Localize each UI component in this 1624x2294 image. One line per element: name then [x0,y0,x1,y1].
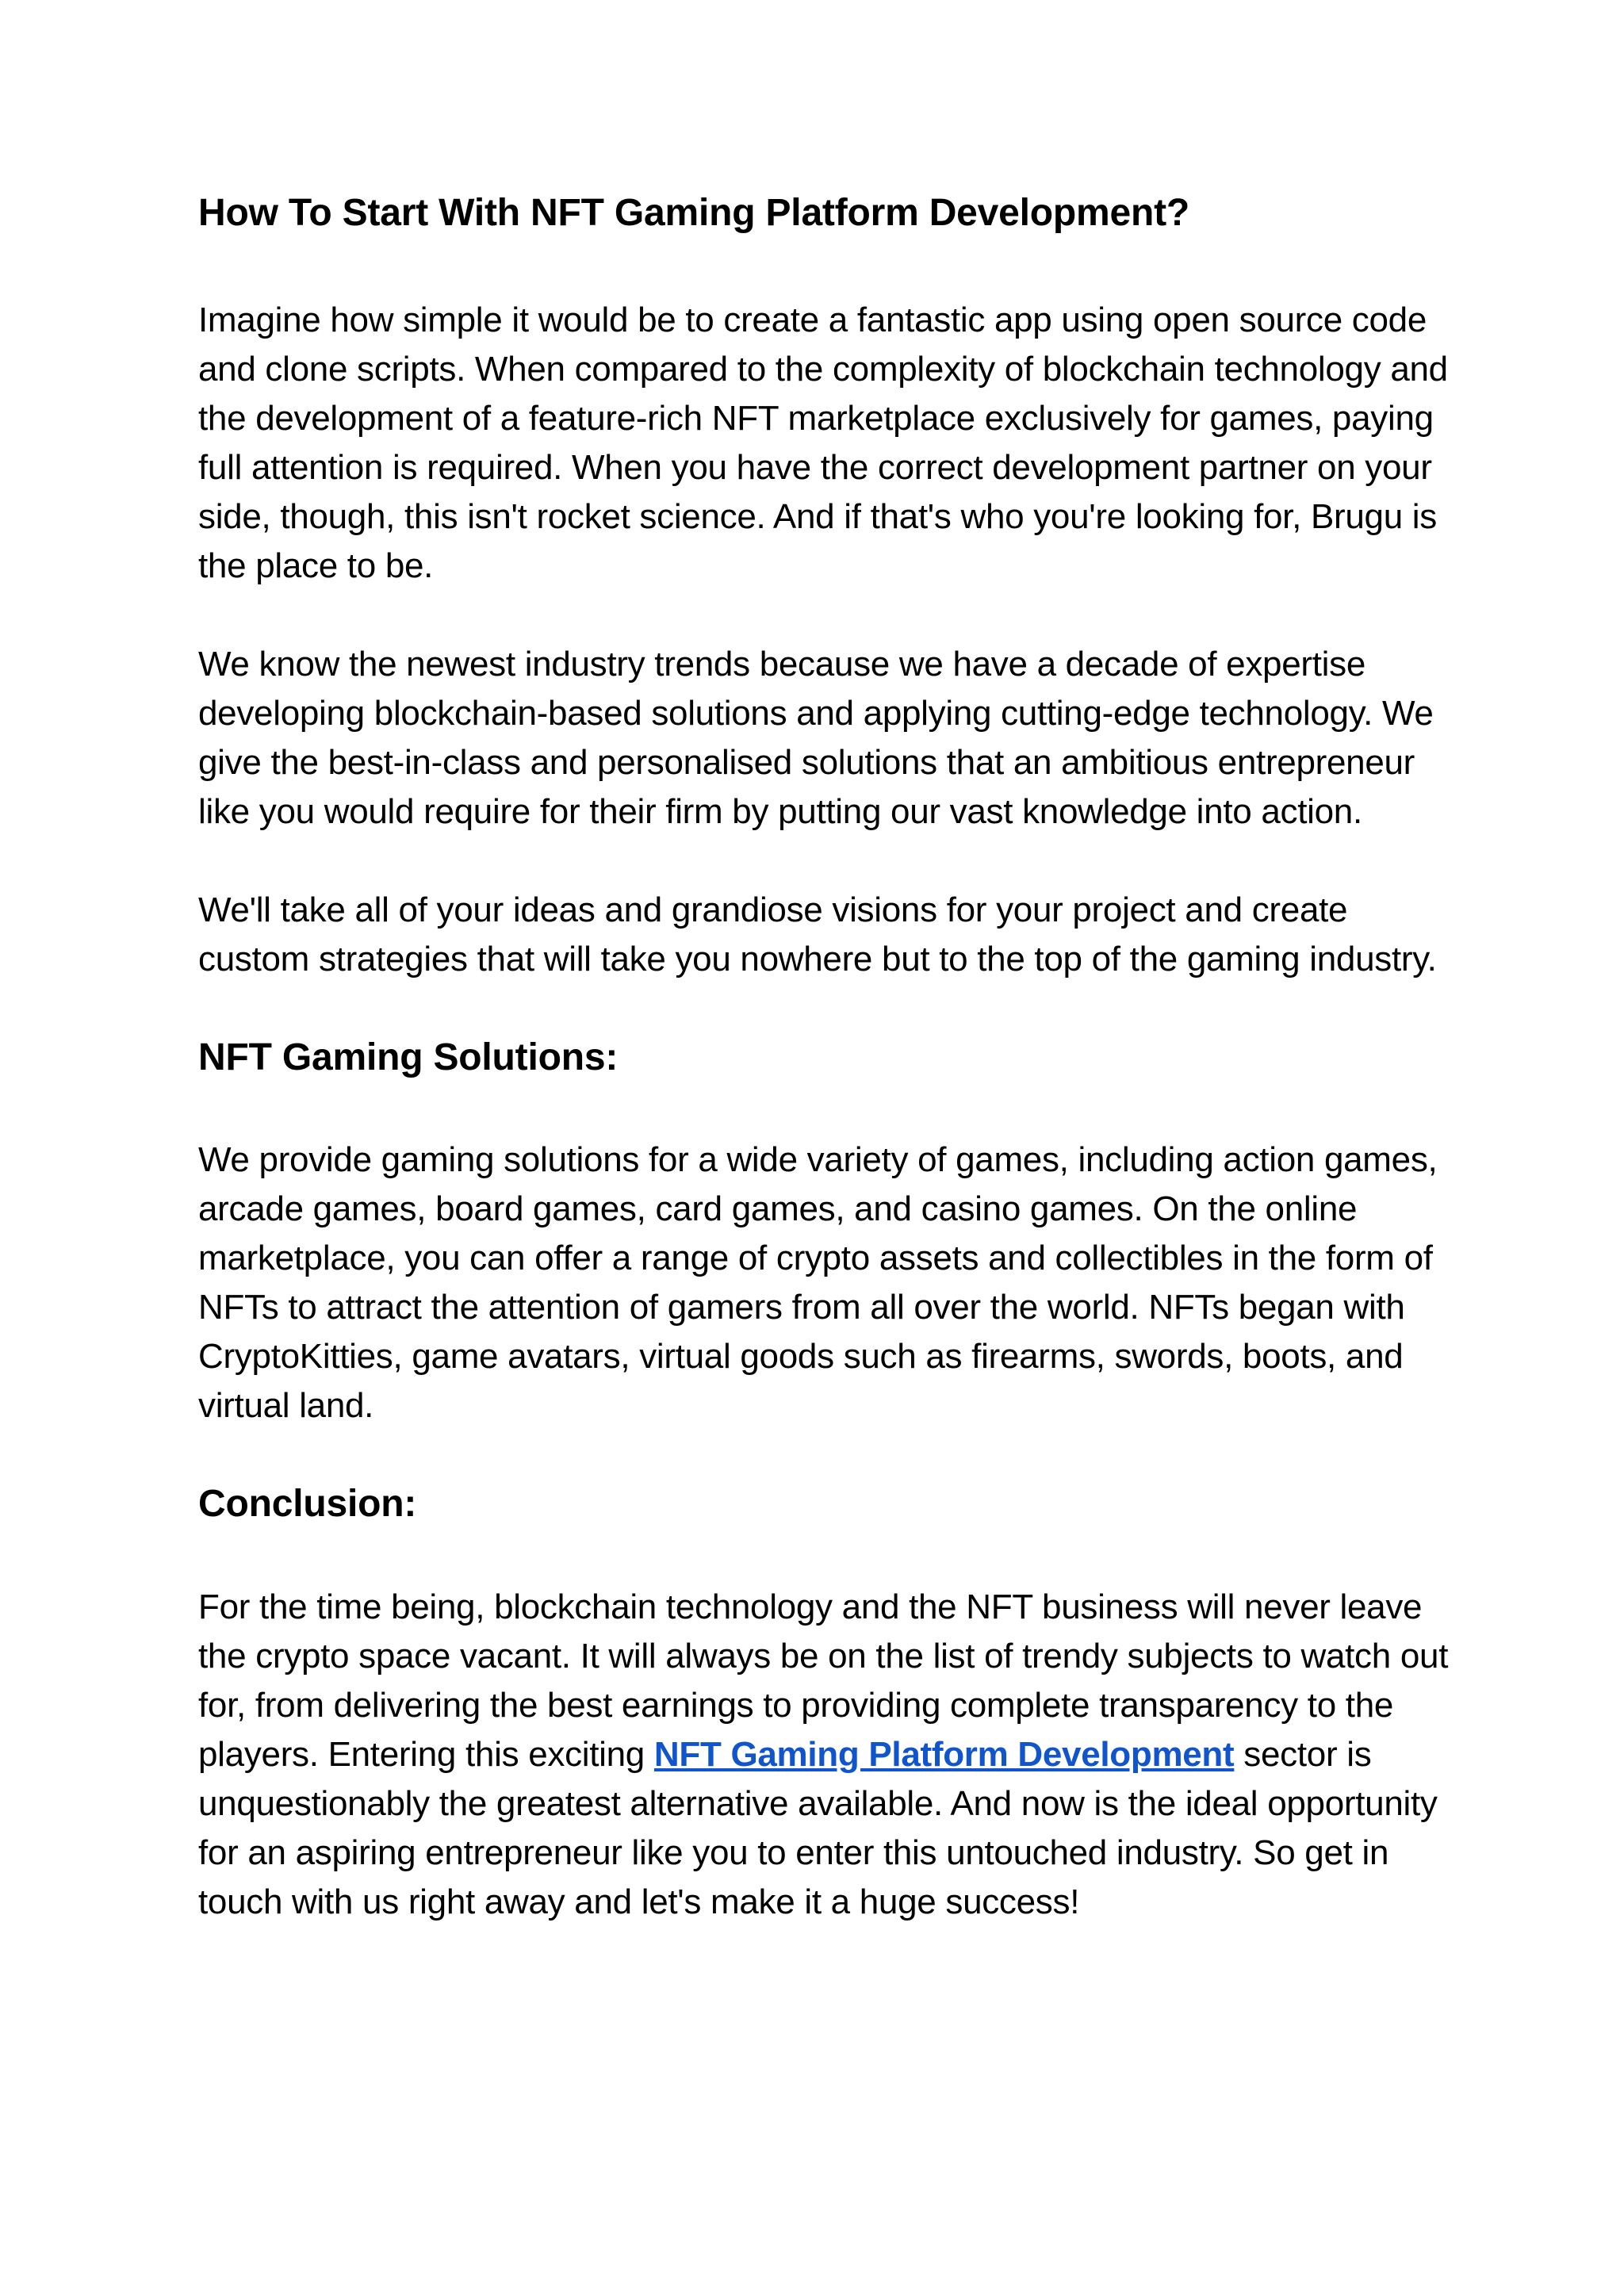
document-page [198,190,1451,1976]
nft-gaming-platform-development-link[interactable]: NFT Gaming Platform Development [653,1734,1235,1774]
conclusion-text-before-link: For the time being, blockchain technology and the NFT business will never leave the crypto space vacant. It will always be on the list of trendy subjects to watch out for, from delivering the best earnings to providing complete transparency to the players. Entering this exciting [198,1587,1449,1774]
intro-paragraph-1: Imagine how simple it would be to create a fantastic app using open source code and clone scripts. When compared to the complexity of blockchain technology and the development of a feature-rich NFT marketplace exclusively for games, paying full attention is required. When you have the correct development partner on your side, though, this isn't rocket science. And if that's who you're looking for, Brugu is the place to be. [198,300,1448,585]
solutions-heading: NFT Gaming Solutions: [198,1036,619,1078]
conclusion-paragraph [198,1583,1451,1927]
intro-paragraph-3: We'll take all of your ideas and grandiose visions for your project and create custom strategies that will take you nowhere but to the top of the gaming industry. [198,890,1437,978]
document-title: How To Start With NFT Gaming Platform Development? [198,192,1190,234]
conclusion-text-after-link: sector is unquestionably the greatest alternative available. And now is the ideal opportunity for an aspiring entrepreneur like you to enter this untouched industry. So get in touch with us right away and let's make it a huge success! [198,1734,1438,1921]
conclusion-heading: Conclusion: [198,1483,417,1526]
solutions-paragraph: We provide gaming solutions for a wide variety of games, including action games, arcade games, board games, card games, and casino games. On the online marketplace, you can offer a range of crypto assets and collectibles in the form of NFTs to attract the attention of gamers from all over the world. NFTs began with CryptoKitties, game avatars, virtual goods such as firearms, swords, boots, and virtual land. [198,1140,1438,1426]
intro-paragraph-2: We know the newest industry trends because we have a decade of expertise developing blockchain-based solutions and applying cutting-edge technology. We give the best-in-class and personalised solutions that an ambitious entrepreneur like you would require for their firm by putting our vast knowledge into action. [198,644,1434,831]
